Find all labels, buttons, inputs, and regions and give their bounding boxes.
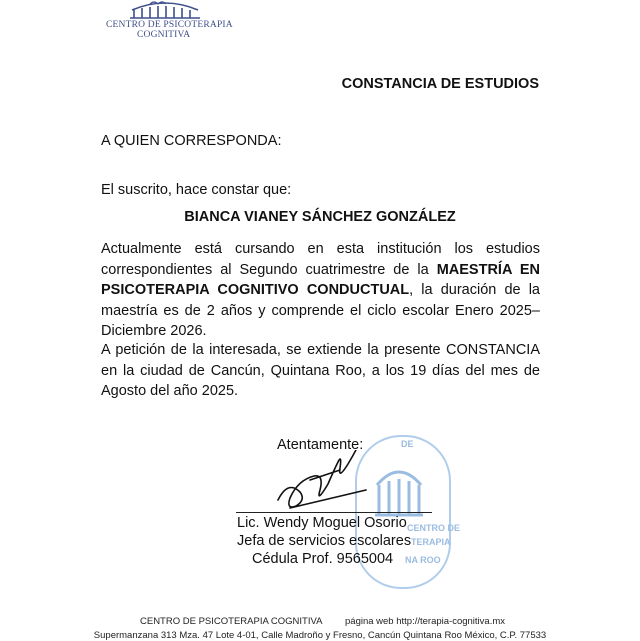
intro-text: El suscrito, hace constar que: [101,182,292,198]
footer-institution: CENTRO DE PSICOTERAPIA COGNITIVA [140,616,323,627]
signature-line [236,512,432,513]
logo-text-line2: COGNITIVA [137,30,191,40]
building-icon [120,0,210,20]
stamp-text-top: DE [401,439,414,449]
enrollment-text-part2: , la duración de la maestría es de 2 años y comprende el ciclo escolar Enero 2025–Diciembre 2026. [101,282,540,339]
enrollment-text-part1: Actualmente está cursando en esta institución los estudios correspondientes al Segundo cuatrimestre de la [101,241,540,278]
signatory-license: Cédula Prof. 9565004 [252,551,394,567]
footer-website: página web http://terapia-cognitiva.mx [345,616,506,627]
logo-text-line1: CENTRO DE PSICOTERAPIA [106,20,233,30]
closing: Atentamente: [277,437,364,453]
salutation: A QUIEN CORRESPONDA: [101,133,282,149]
stamp-text-bottom: NA ROO [405,555,441,565]
enrollment-paragraph [101,239,540,342]
handwritten-signature [270,450,380,520]
stamp-text-mid2: TERAPIA [411,537,451,547]
program-name: MAESTRÍA EN PSICOTERAPIA COGNITIVO CONDUCTUAL [101,261,540,298]
footer-address: Supermanzana 313 Mza. 47 Lote 4-01, Calle Madroño y Fresno, Cancún Quintana Roo México, C.P. 77533 [93,630,547,641]
stamp-text-mid1: CENTRO DE [407,523,461,533]
document-title: CONSTANCIA DE ESTUDIOS [341,76,539,92]
request-paragraph: A petición de la interesada, se extiende la presente CONSTANCIA en la ciudad de Cancún, Quintana Roo, a los 19 días del mes de Agosto del año 2025. [101,342,540,399]
signatory-name: Lic. Wendy Moguel Osorio [237,515,407,531]
signatory-role: Jefa de servicios escolares [237,533,412,549]
student-name: BIANCA VIANEY SÁNCHEZ GONZÁLEZ [184,209,456,225]
institution-logo [100,0,240,44]
